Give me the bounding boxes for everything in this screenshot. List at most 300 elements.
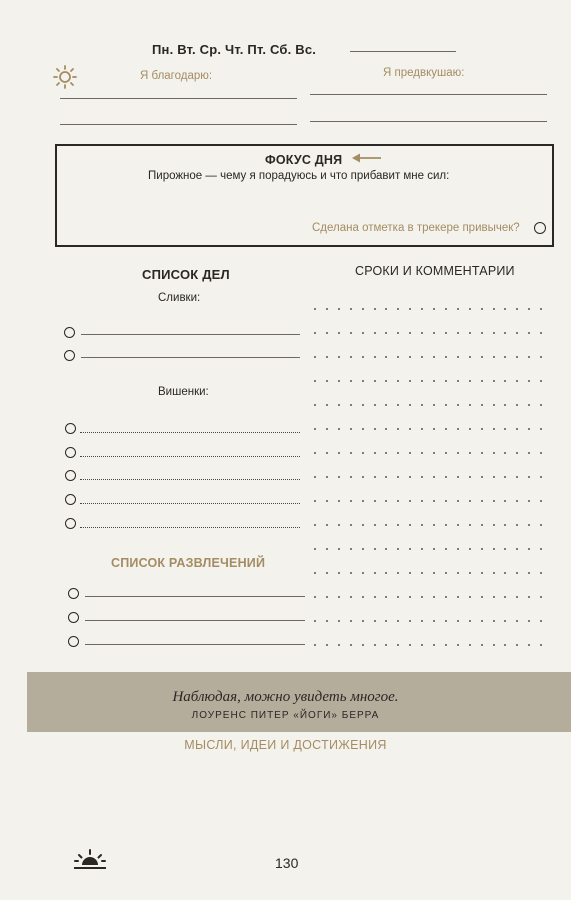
grid-dot	[493, 524, 495, 526]
grid-dot	[540, 620, 542, 622]
grid-dot	[338, 596, 340, 598]
grid-dot	[445, 428, 447, 430]
grid-dot	[433, 476, 435, 478]
grid-dot	[362, 404, 364, 406]
grid-dot	[457, 452, 459, 454]
grid-dot	[409, 404, 411, 406]
grid-dot	[350, 620, 352, 622]
grid-dot	[362, 380, 364, 382]
grid-dot	[504, 548, 506, 550]
grid-dot	[421, 644, 423, 646]
grid-dot	[493, 452, 495, 454]
grid-dot	[338, 380, 340, 382]
grid-dot	[385, 620, 387, 622]
grid-dot	[326, 572, 328, 574]
grid-dot	[457, 620, 459, 622]
fun-line-1[interactable]	[85, 596, 305, 597]
grid-dot	[528, 644, 530, 646]
grid-dot	[409, 524, 411, 526]
grid-dot	[314, 644, 316, 646]
grid-dot	[528, 524, 530, 526]
grid-dot	[516, 524, 518, 526]
grid-dot	[481, 596, 483, 598]
grid-dot	[362, 500, 364, 502]
grid-dot	[445, 380, 447, 382]
grid-dot	[433, 572, 435, 574]
grid-dot	[397, 452, 399, 454]
grid-dot	[528, 404, 530, 406]
grid-dot	[504, 308, 506, 310]
grid-dot	[409, 308, 411, 310]
grid-dot	[445, 308, 447, 310]
grid-dot	[469, 500, 471, 502]
grid-dot	[397, 596, 399, 598]
grid-dot	[457, 500, 459, 502]
grid-dot	[493, 356, 495, 358]
grid-dot	[469, 596, 471, 598]
grid-dot	[504, 524, 506, 526]
grid-dot	[481, 644, 483, 646]
grid-dot	[469, 452, 471, 454]
cherry-checkbox-3[interactable]	[65, 470, 76, 481]
grid-dot	[350, 548, 352, 550]
grid-dot	[374, 452, 376, 454]
grid-dot	[528, 308, 530, 310]
grid-dot	[493, 572, 495, 574]
grid-dot	[445, 356, 447, 358]
anticipate-line-2[interactable]	[310, 121, 547, 122]
grid-dot	[385, 404, 387, 406]
grid-dot	[540, 524, 542, 526]
fun-title: СПИСОК РАЗВЛЕЧЕНИЙ	[111, 556, 266, 570]
grid-dot	[314, 332, 316, 334]
grid-dot	[540, 500, 542, 502]
grid-dot	[445, 620, 447, 622]
grid-dot	[504, 404, 506, 406]
grid-dot	[540, 356, 542, 358]
grid-dot	[385, 308, 387, 310]
grid-dot	[433, 500, 435, 502]
date-line[interactable]	[350, 51, 456, 52]
grid-dot	[481, 524, 483, 526]
grid-dot	[397, 404, 399, 406]
grid-dot	[540, 452, 542, 454]
cherry-checkbox-4[interactable]	[65, 494, 76, 505]
cherry-line-1[interactable]	[80, 432, 300, 433]
grid-dot	[457, 644, 459, 646]
cherry-checkbox-5[interactable]	[65, 518, 76, 529]
grid-dot	[469, 332, 471, 334]
grid-dot	[362, 548, 364, 550]
grid-dot	[528, 428, 530, 430]
grid-dot	[457, 428, 459, 430]
grid-dot	[350, 452, 352, 454]
grid-dot	[493, 308, 495, 310]
grid-dot	[469, 620, 471, 622]
grid-dot	[481, 404, 483, 406]
grid-dot	[481, 476, 483, 478]
grid-dot	[516, 620, 518, 622]
fun-line-2[interactable]	[85, 620, 305, 621]
grid-dot	[374, 548, 376, 550]
grid-dot	[326, 428, 328, 430]
grid-dot	[314, 620, 316, 622]
cream-line-2[interactable]	[81, 357, 300, 358]
grid-dot	[350, 644, 352, 646]
grid-dot	[457, 524, 459, 526]
anticipate-label: Я предвкушаю:	[383, 67, 465, 79]
grid-dot	[457, 548, 459, 550]
focus-prompt: Пирожное — чему я порадуюсь и что прибавит мне сил:	[148, 170, 450, 182]
grid-dot	[504, 572, 506, 574]
grid-dot	[350, 596, 352, 598]
grid-dot	[457, 380, 459, 382]
grid-dot	[397, 500, 399, 502]
cherry-checkbox-2[interactable]	[65, 447, 76, 458]
grid-dot	[362, 476, 364, 478]
grid-dot	[493, 476, 495, 478]
grid-dot	[374, 644, 376, 646]
cream-label: Сливки:	[158, 292, 201, 304]
cream-line-1[interactable]	[81, 334, 300, 335]
grid-dot	[385, 572, 387, 574]
cherry-line-5[interactable]	[80, 527, 300, 528]
grid-dot	[314, 524, 316, 526]
grid-dot	[528, 476, 530, 478]
grid-dot	[469, 572, 471, 574]
grid-dot	[385, 524, 387, 526]
grid-dot	[374, 596, 376, 598]
grid-dot	[314, 596, 316, 598]
fun-checkbox-3[interactable]	[68, 636, 79, 647]
grid-dot	[374, 308, 376, 310]
grid-dot	[469, 428, 471, 430]
grid-dot	[421, 404, 423, 406]
grid-dot	[516, 356, 518, 358]
grid-dot	[433, 356, 435, 358]
grid-dot	[516, 404, 518, 406]
grid-dot	[350, 404, 352, 406]
grid-dot	[362, 452, 364, 454]
grid-dot	[516, 596, 518, 598]
grid-dot	[397, 644, 399, 646]
grid-dot	[338, 524, 340, 526]
grid-dot	[326, 476, 328, 478]
grid-dot	[516, 428, 518, 430]
grid-dot	[338, 428, 340, 430]
grid-dot	[350, 332, 352, 334]
grid-dot	[421, 572, 423, 574]
grid-dot	[504, 332, 506, 334]
grid-dot	[385, 476, 387, 478]
grid-dot	[421, 428, 423, 430]
grid-dot	[421, 476, 423, 478]
grid-dot	[350, 500, 352, 502]
grid-dot	[445, 596, 447, 598]
grid-dot	[397, 620, 399, 622]
grid-dot	[457, 356, 459, 358]
grid-dot	[457, 404, 459, 406]
grid-dot	[433, 524, 435, 526]
grid-dot	[493, 404, 495, 406]
grid-dot	[433, 620, 435, 622]
grid-dot	[409, 572, 411, 574]
grid-dot	[481, 428, 483, 430]
grid-dot	[374, 404, 376, 406]
grid-dot	[421, 596, 423, 598]
todo-title: СПИСОК ДЕЛ	[142, 267, 230, 282]
grid-dot	[469, 308, 471, 310]
grid-dot	[326, 380, 328, 382]
grid-dot	[493, 620, 495, 622]
grid-dot	[469, 476, 471, 478]
grid-dot	[338, 572, 340, 574]
gratitude-line-2[interactable]	[60, 124, 297, 125]
grid-dot	[516, 644, 518, 646]
arrow-left-icon	[352, 152, 382, 164]
grid-dot	[421, 308, 423, 310]
cherry-checkbox-1[interactable]	[65, 423, 76, 434]
grid-dot	[338, 404, 340, 406]
grid-dot	[433, 452, 435, 454]
cream-checkbox-2[interactable]	[64, 350, 75, 361]
grid-dot	[397, 356, 399, 358]
grid-dot	[397, 332, 399, 334]
grid-dot	[374, 332, 376, 334]
grid-dot	[433, 332, 435, 334]
grid-dot	[409, 548, 411, 550]
focus-title: ФОКУС ДНЯ	[265, 153, 343, 167]
grid-dot	[421, 356, 423, 358]
grid-dot	[469, 644, 471, 646]
grid-dot	[385, 452, 387, 454]
grid-dot	[516, 500, 518, 502]
grid-dot	[469, 524, 471, 526]
grid-dot	[433, 308, 435, 310]
grid-dot	[350, 572, 352, 574]
deadlines-title: СРОКИ И КОММЕНТАРИИ	[355, 264, 515, 278]
grid-dot	[481, 548, 483, 550]
grid-dot	[314, 452, 316, 454]
grid-dot	[504, 356, 506, 358]
grid-dot	[314, 476, 316, 478]
grid-dot	[374, 620, 376, 622]
grid-dot	[374, 428, 376, 430]
grid-dot	[493, 380, 495, 382]
quote-text: Наблюдая, можно увидеть многое.	[172, 689, 399, 705]
grid-dot	[374, 572, 376, 574]
fun-checkbox-1[interactable]	[68, 588, 79, 599]
grid-dot	[362, 308, 364, 310]
grid-dot	[433, 644, 435, 646]
grid-dot	[421, 620, 423, 622]
grid-dot	[385, 500, 387, 502]
grid-dot	[540, 644, 542, 646]
grid-dot	[540, 380, 542, 382]
grid-dot	[326, 620, 328, 622]
grid-dot	[385, 548, 387, 550]
grid-dot	[326, 452, 328, 454]
grid-dot	[445, 476, 447, 478]
grid-dot	[516, 332, 518, 334]
grid-dot	[457, 476, 459, 478]
grid-dot	[540, 572, 542, 574]
grid-dot	[362, 644, 364, 646]
grid-dot	[504, 476, 506, 478]
grid-dot	[528, 356, 530, 358]
gratitude-line-1[interactable]	[60, 98, 297, 99]
grid-dot	[326, 500, 328, 502]
grid-dot	[350, 428, 352, 430]
grid-dot	[540, 596, 542, 598]
fun-line-3[interactable]	[85, 644, 305, 645]
grid-dot	[397, 476, 399, 478]
grid-dot	[445, 524, 447, 526]
grid-dot	[421, 548, 423, 550]
grid-dot	[314, 356, 316, 358]
tracker-checkbox[interactable]	[534, 222, 546, 234]
grid-dot	[350, 524, 352, 526]
grid-dot	[409, 620, 411, 622]
grid-dot	[314, 572, 316, 574]
grid-dot	[481, 308, 483, 310]
grid-dot	[493, 596, 495, 598]
grid-dot	[516, 380, 518, 382]
grid-dot	[421, 332, 423, 334]
grid-dot	[481, 380, 483, 382]
grid-dot	[493, 548, 495, 550]
grid-dot	[540, 548, 542, 550]
grid-dot	[350, 380, 352, 382]
grid-dot	[338, 476, 340, 478]
grid-dot	[516, 308, 518, 310]
grid-dot	[326, 644, 328, 646]
grid-dot	[374, 500, 376, 502]
grid-dot	[445, 644, 447, 646]
grid-dot	[433, 428, 435, 430]
grid-dot	[362, 572, 364, 574]
grid-dot	[421, 452, 423, 454]
page-number: 130	[275, 855, 299, 871]
grid-dot	[326, 404, 328, 406]
grid-dot	[314, 308, 316, 310]
cherry-line-2[interactable]	[80, 456, 300, 457]
grid-dot	[397, 548, 399, 550]
tracker-question: Сделана отметка в трекере привычек?	[312, 222, 520, 234]
sun-icon	[52, 64, 78, 90]
grid-dot	[481, 452, 483, 454]
grid-dot	[385, 428, 387, 430]
grid-dot	[516, 476, 518, 478]
grid-dot	[350, 356, 352, 358]
grid-dot	[338, 332, 340, 334]
grid-dot	[326, 356, 328, 358]
grid-dot	[504, 620, 506, 622]
grid-dot	[433, 548, 435, 550]
grid-dot	[338, 356, 340, 358]
grid-dot	[362, 524, 364, 526]
grid-dot	[528, 500, 530, 502]
grid-dot	[528, 380, 530, 382]
grid-dot	[504, 452, 506, 454]
grid-dot	[528, 620, 530, 622]
grid-dot	[326, 524, 328, 526]
grid-dot	[493, 332, 495, 334]
grid-dot	[540, 428, 542, 430]
grid-dot	[504, 500, 506, 502]
grid-dot	[504, 380, 506, 382]
grid-dot	[421, 380, 423, 382]
grid-dot	[481, 332, 483, 334]
grid-dot	[374, 356, 376, 358]
grid-dot	[493, 644, 495, 646]
cherry-line-4[interactable]	[80, 503, 300, 504]
cherry-line-3[interactable]	[80, 479, 300, 480]
grid-dot	[469, 356, 471, 358]
grid-dot	[481, 500, 483, 502]
grid-dot	[457, 308, 459, 310]
grid-dot	[385, 356, 387, 358]
grid-dot	[457, 596, 459, 598]
grid-dot	[397, 428, 399, 430]
anticipate-line-1[interactable]	[310, 94, 547, 95]
grid-dot	[528, 572, 530, 574]
grid-dot	[385, 596, 387, 598]
grid-dot	[481, 572, 483, 574]
grid-dot	[314, 548, 316, 550]
grid-dot	[326, 308, 328, 310]
grid-dot	[362, 332, 364, 334]
grid-dot	[362, 620, 364, 622]
fun-checkbox-2[interactable]	[68, 612, 79, 623]
grid-dot	[314, 404, 316, 406]
grid-dot	[528, 596, 530, 598]
grid-dot	[445, 500, 447, 502]
grid-dot	[409, 332, 411, 334]
cream-checkbox-1[interactable]	[64, 327, 75, 338]
cherries-label: Вишенки:	[158, 386, 209, 398]
grid-dot	[374, 380, 376, 382]
grid-dot	[433, 380, 435, 382]
grid-dot	[409, 644, 411, 646]
grid-dot	[338, 620, 340, 622]
thoughts-title: МЫСЛИ, ИДЕИ И ДОСТИЖЕНИЯ	[184, 738, 387, 752]
grid-dot	[338, 644, 340, 646]
grid-dot	[409, 428, 411, 430]
grid-dot	[469, 404, 471, 406]
grid-dot	[314, 500, 316, 502]
grid-dot	[457, 572, 459, 574]
grid-dot	[409, 476, 411, 478]
grid-dot	[397, 380, 399, 382]
grid-dot	[374, 524, 376, 526]
grid-dot	[493, 428, 495, 430]
grid-dot	[326, 332, 328, 334]
grid-dot	[385, 332, 387, 334]
grid-dot	[528, 548, 530, 550]
grid-dot	[445, 548, 447, 550]
grid-dot	[338, 452, 340, 454]
grid-dot	[397, 524, 399, 526]
sunset-icon	[72, 848, 108, 870]
grid-dot	[397, 572, 399, 574]
grid-dot	[409, 500, 411, 502]
grid-dot	[469, 380, 471, 382]
grid-dot	[362, 596, 364, 598]
grid-dot	[516, 548, 518, 550]
grid-dot	[374, 476, 376, 478]
grid-dot	[516, 572, 518, 574]
